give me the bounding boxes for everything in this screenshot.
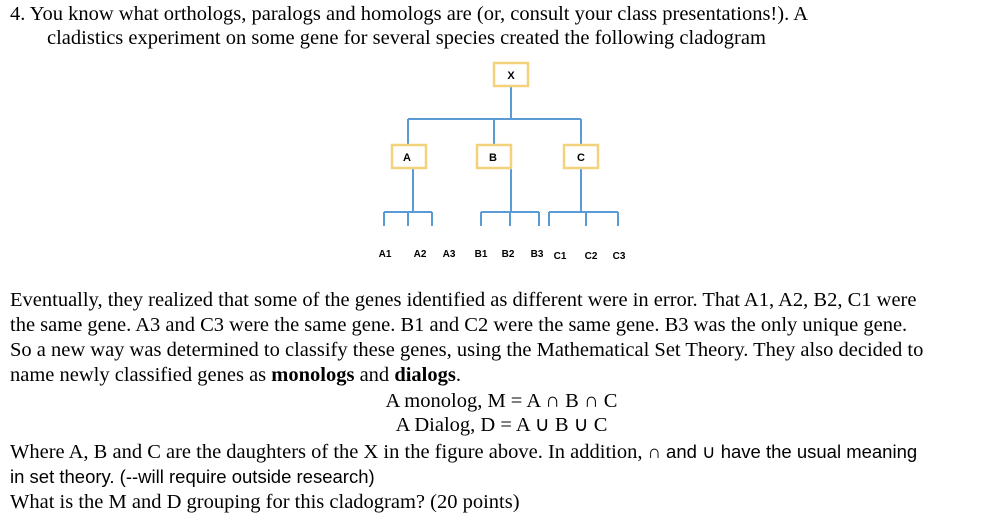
daughter-node-b [477,145,511,168]
leaf-label-b1: B1 [474,249,488,260]
where-line-1-text: Where A, B and C are the daughters of the X in the figure above. In addition, [10,441,648,463]
leaf-label-a2: A2 [413,249,427,260]
leaf-label-b3: B3 [530,249,544,260]
root-node [494,63,528,86]
formula-monolog: A monolog, M = A ∩ B ∩ C [385,390,618,412]
where-line-1 [10,440,917,464]
para-line-3: So a new way was determined to classify these genes, using the Mathematical Set Theory. They also decided to [10,339,924,361]
daughter-label-a: A [403,152,411,164]
where-line-2: in set theory. (--will require outside research) [10,466,375,487]
final-question: What is the M and D grouping for this cladogram? (20 points) [10,491,520,513]
term-dialogs: dialogs [394,364,456,386]
para-line-4-mid: and [354,364,395,386]
para-line-4 [10,363,461,387]
intro-line-1: 4. You know what orthologs, paralogs and homologs are (or, consult your class presentations!). A [10,3,808,25]
para-line-1: Eventually, they realized that some of the genes identified as different were in error. That A1, A2, B2, C1 were [10,289,917,311]
formula-dialog: A Dialog, D = A ∪ B ∪ C [395,414,608,436]
root-label: X [507,70,515,82]
leaf-labels [379,249,626,262]
daughter-label-b: B [489,152,497,164]
where-line-1-set-symbols: ∩ and ∪ have the usual meaning [647,441,918,462]
para-line-4-end: . [455,364,461,386]
leaf-label-c2: C2 [584,251,598,262]
leaf-label-b2: B2 [501,249,515,260]
daughter-node-a [392,145,426,168]
leaf-label-c3: C3 [612,251,626,262]
leaf-label-c1: C1 [553,251,567,262]
term-monologs: monologs [271,364,355,386]
daughter-label-c: C [577,152,585,164]
para-line-4-prefix: name newly classified genes as [10,364,272,386]
leaf-label-a3: A3 [442,249,456,260]
daughter-node-c [564,145,598,168]
para-line-2: the same gene. A3 and C3 were the same gene. B1 and C2 were the same gene. B3 was the only unique gene. [10,314,908,336]
intro-line-2: cladistics experiment on some gene for several species created the following cladogram [47,27,766,49]
leaf-label-a1: A1 [378,249,392,260]
